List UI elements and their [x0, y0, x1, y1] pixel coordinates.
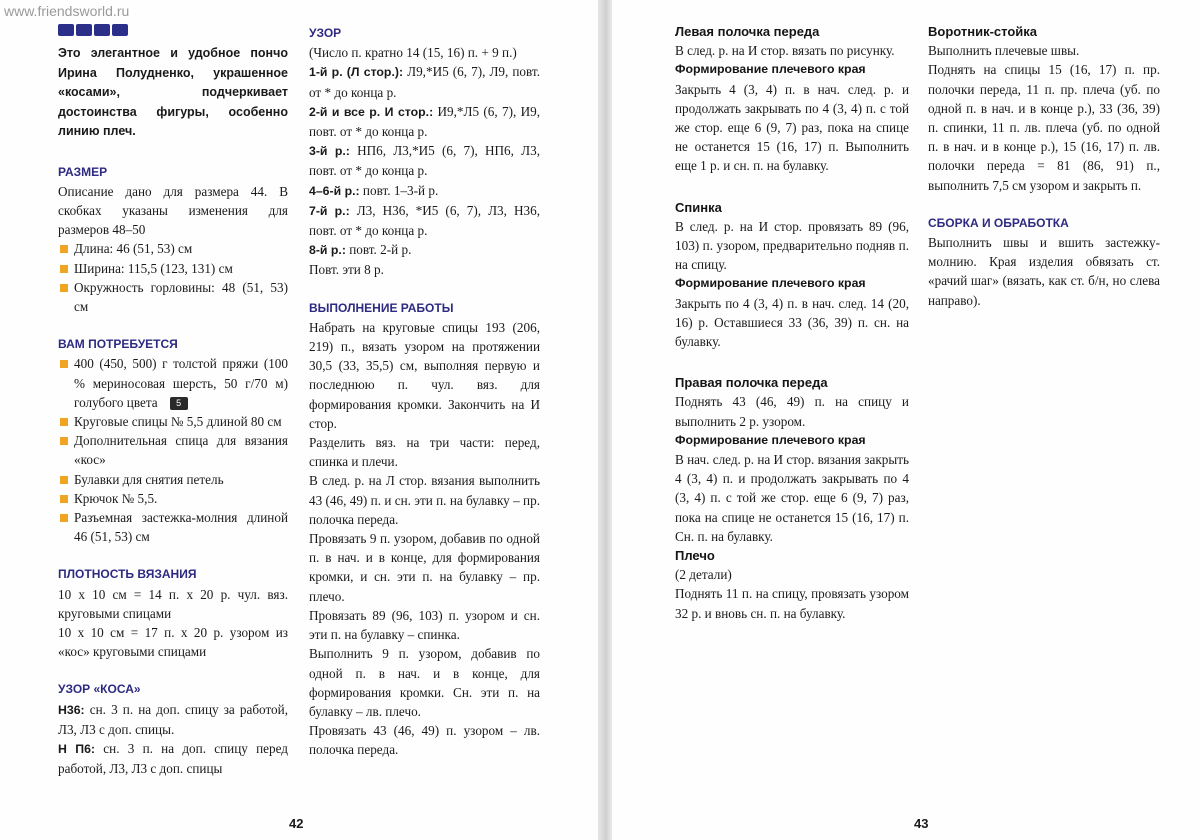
left-page [0, 0, 598, 840]
back-subtitle: Формирование плечевого края [675, 276, 866, 291]
collar-text: Поднять на спицы 15 (16, 17) п. пр. полочки переда, 11 п. пр. плеча (уб. по одной п. в нач. и в конце р.), 33 (36, 39) п. спинки, 11 п. лв. плеча (уб. по одной п. в нач. и в конце р.), 15 (16, 17) п. лв. полочки переда = 81 (86, 91) п., выполнить 7,5 см узором и закрыть п. [928, 62, 1160, 193]
assembly-text: Выполнить швы и вшить застежку-молнию. Края изделия обвязать ст. «рачий шаг» (вязать, как ст. б/н, но слева направо). [928, 235, 1160, 308]
pattern-row [309, 62, 540, 101]
row-label: 7-й р.: [309, 203, 350, 218]
collar-title: Воротник-стойка [928, 24, 1038, 39]
page-number-right: 43 [914, 816, 929, 831]
row-text: Л9,*И5 (6, 7), Л9, повт. от * до конца р. [309, 64, 540, 100]
pattern-intro: (Число п. кратно 14 (15, 16) п. + 9 п.) [309, 45, 517, 61]
pattern-row [309, 141, 540, 180]
work-paragraph: Набрать на круговые спицы 193 (206, 219) п., вязать узором на протяжении 30,5 (33, 35,5) см, выполняя первую и последнюю п. чул. вяз. для формирования кромки. Закончить на И стор. [309, 319, 540, 431]
intro-text: Это элегантное и удобное пончо Ирина Полудненко, украшенное «косами», подчеркивает достоинства фигуры, особенно линию плеч. [58, 46, 288, 138]
size-item: Ширина: 115,5 (123, 131) см [58, 259, 288, 278]
cable-row [58, 700, 288, 739]
row-text: сн. 3 п. на доп. спицу за работой, Л3, Л3 с доп. спицы. [58, 701, 288, 737]
pattern-repeat: Повт. эти 8 р. [309, 262, 384, 278]
section-title-materials: ВАМ ПОТРЕБУЕТСЯ [58, 337, 178, 352]
material-item: Крючок № 5,5. [58, 489, 288, 508]
row-text: Л3, Н36, *И5 (6, 7), Л3, Н36, повт. от * до конца р. [309, 202, 540, 239]
work-paragraph: Провязать 43 (46, 49) п. узором – лв. полочка переда. [309, 723, 540, 758]
pattern-row [309, 240, 540, 260]
row-text: сн. 3 п. на доп. спицу перед работой, Л3, Л3 с доп. спицы [58, 740, 288, 777]
size-item: Длина: 46 (51, 53) см [58, 239, 288, 258]
material-item: Разъемная застежка-молния длиной 46 (51, 53) см [58, 508, 288, 546]
left-column-1 [58, 44, 288, 778]
row-text: НП6, Л3,*И5 (6, 7), НП6, Л3, повт. от * до конца р. [309, 143, 540, 179]
shoulder-text: Поднять 11 п. на спицу, провязать узором 32 р. и вновь сн. п. на булавку. [675, 586, 909, 621]
row-label: 8-й р.: [309, 243, 346, 258]
section-title-work: ВЫПОЛНЕНИЕ РАБОТЫ [309, 300, 454, 315]
gauge-line: 10 x 10 см = 17 п. x 20 р. узором из «кос» круговыми спицами [58, 624, 288, 660]
left-shelf-subtitle: Формирование плечевого края [675, 62, 866, 77]
right-shelf-subtitle: Формирование плечевого края [675, 432, 866, 447]
shoulder-title: Плечо [675, 548, 715, 564]
work-paragraph: Разделить вяз. на три части: перед, спинка и плечи. [309, 435, 540, 470]
section-title-gauge: ПЛОТНОСТЬ ВЯЗАНИЯ [58, 567, 197, 582]
work-paragraph: Провязать 89 (96, 103) п. узором и сн. эти п. на булавку – спинка. [309, 607, 540, 643]
left-column-2 [309, 24, 540, 760]
pattern-row [309, 201, 540, 240]
right-column-2 [928, 22, 1160, 310]
collar-text: Выполнить плечевые швы. [928, 43, 1080, 59]
section-title-cable-pattern: УЗОР «КОСА» [58, 682, 141, 697]
work-paragraph: Выполнить 9 п. узором, добавив по одной п. в нач. и в конце, для формирования кромки. Сн. эти п. на булавку – лв. плечо. [309, 646, 540, 719]
size-item: Окружность горловины: 48 (51, 53) см [58, 278, 288, 316]
page-number-left: 42 [289, 816, 304, 831]
shoulder-note: (2 детали) [675, 567, 732, 583]
row-label: Н36: [58, 702, 85, 717]
right-shelf-subtext: В нач. след. р. на И стор. вязания закрыть 4 (3, 4) п. и продолжать закрывать по 4 (3, 4) п. с той же стор. еще 6 (9, 7) раз, пока на спице не останется 15 (16, 17) п. Сн. п. на булавку. [675, 452, 909, 544]
back-subtext: Закрыть по 4 (3, 4) п. в нач. след. 14 (20, 16) р. Оставшиеся 33 (36, 39) п. сн. на булавку. [675, 295, 909, 350]
left-shelf-title: Левая полочка переда [675, 24, 820, 39]
site-watermark: www.friendsworld.ru [4, 3, 130, 19]
pattern-row [309, 181, 540, 201]
pattern-row [309, 102, 540, 141]
section-title-size: РАЗМЕР [58, 164, 108, 179]
left-shelf-subtext: Закрыть 4 (3, 4) п. в нач. след. р. и продолжать закрывать по 4 (3, 4) п. с той же стор. еще 6 (9, 7) раз, пока на спице не останется 15 (16, 17) п. Выполнить еще 1 р. и сн. п. на булавку. [675, 81, 909, 174]
gauge-line: 10 x 10 см = 14 п. x 20 р. чул. вяз. круговыми спицами [58, 586, 288, 621]
section-title-assembly: СБОРКА И ОБРАБОТКА [928, 215, 1069, 230]
row-label: 3-й р.: [309, 144, 350, 159]
right-shelf-title: Правая полочка переда [675, 375, 828, 391]
material-item: Дополнительная спица для вязания «кос» [58, 431, 288, 469]
material-item [58, 354, 288, 412]
back-title: Спинка [675, 199, 722, 215]
back-text: В след. р. на И стор. провязать 89 (96, 103) п. узором, предварительно подняв п. на спицу. [675, 218, 909, 273]
row-label: 4–6-й р.: [309, 183, 360, 198]
row-text: повт. 1–3-й р. [359, 182, 439, 198]
right-column-1 [675, 22, 909, 623]
row-label: 1-й р. (Л стор.): [309, 65, 404, 80]
row-label: 2-й и все р. И стор.: [309, 104, 434, 119]
material-item: Булавки для снятия петель [58, 470, 288, 489]
row-text: повт. 2-й р. [345, 242, 412, 258]
yarn-weight-icon: 5 [170, 397, 188, 410]
material-item: Круговые спицы № 5,5 длиной 80 см [58, 412, 288, 431]
right-shelf-text: Поднять 43 (46, 49) п. на спицу и выполнить 2 р. узором. [675, 394, 909, 429]
size-description: Описание дано для размера 44. В скобках указаны изменения для размеров 48–50 [58, 183, 288, 238]
right-page [612, 0, 1200, 840]
work-paragraph: Провязать 9 п. узором, добавив по одной п. в нач. и в конце, для формирования кромки, и сн. эти п. на булавку – пр. плечо. [309, 531, 540, 604]
row-label: Н П6: [58, 741, 96, 756]
yarn-text: 400 (450, 500) г толстой пряжи (100 % мериносовая шерсть, 50 г/70 м) голубого цвета [74, 356, 288, 410]
cable-row [58, 739, 288, 778]
work-paragraph: В след. р. на Л стор. вязания выполнить 43 (46, 49) п. и сн. эти п. на булавку – пр. полочка переда. [309, 473, 540, 527]
header-decoration [58, 24, 128, 36]
row-text: И9,*Л5 (6, 7), И9, повт. от * до конца р. [309, 103, 540, 140]
left-shelf-text: В след. р. на И стор. вязать по рисунку. [675, 43, 895, 59]
section-title-pattern: УЗОР [309, 26, 342, 40]
